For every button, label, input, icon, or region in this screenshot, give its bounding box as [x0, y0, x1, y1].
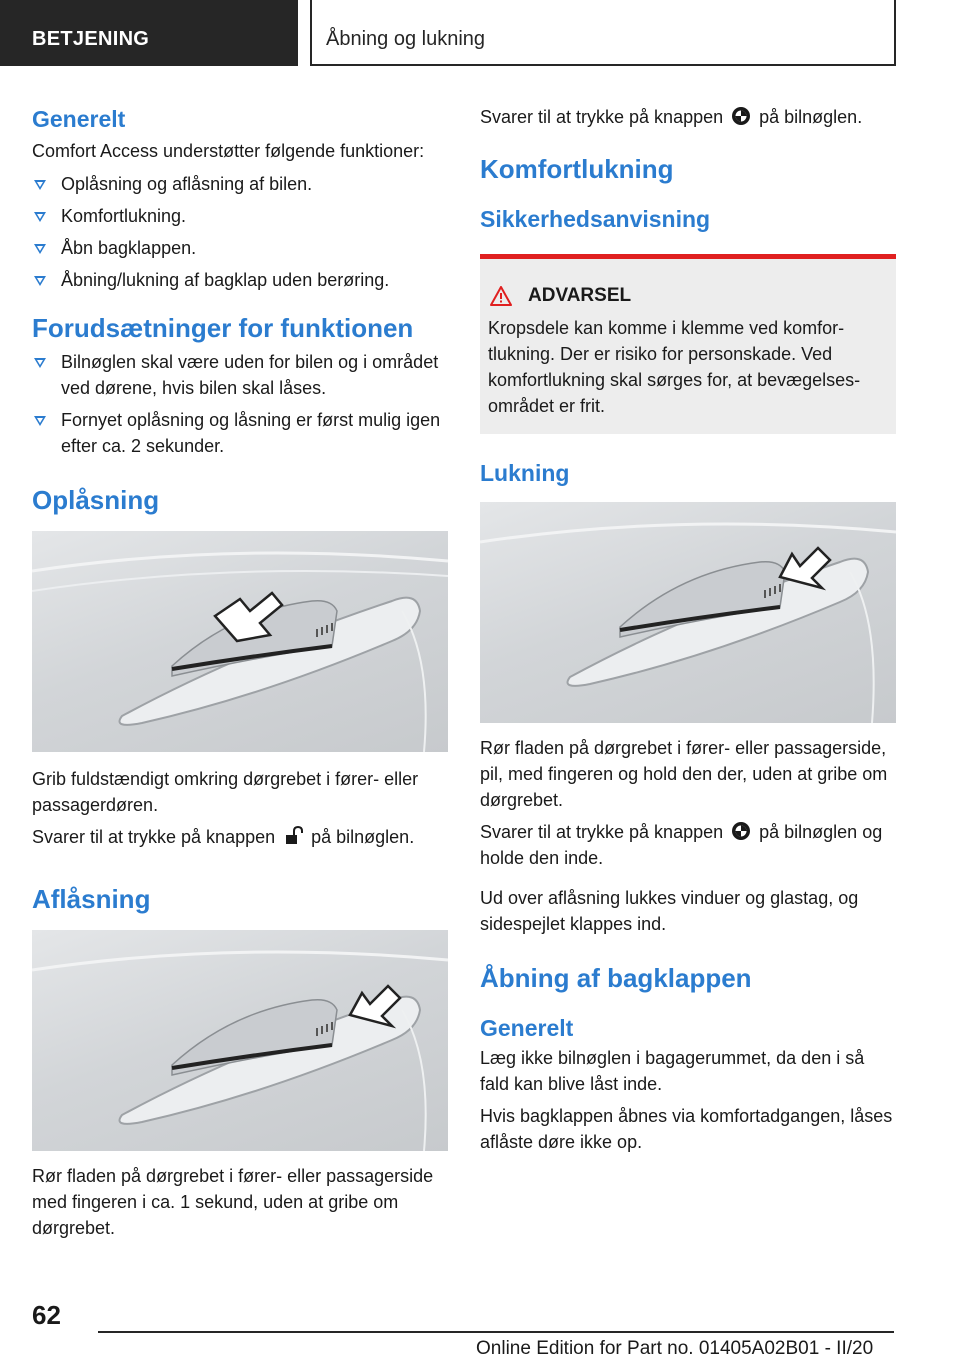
page-header [0, 0, 960, 66]
right-column [480, 100, 896, 1155]
list-item: Oplåsning og aflåsning af bilen. [32, 171, 448, 197]
generelt-heading: Generelt [32, 106, 126, 132]
warning-box [480, 254, 896, 434]
warning-text: Kropsdele kan komme i klemme ved komfortlukning. Der er risiko for personskade. Ved komfortlukning skal sørges for, at bevægelsesområdet er frit. [488, 318, 861, 416]
triangle-bullet-icon [34, 212, 46, 222]
warning-triangle-icon [490, 286, 512, 306]
door-handle-unlock-image [32, 531, 448, 752]
list-item: Åbn bagklappen. [32, 235, 448, 261]
aflaasning-text: Rør fladen på dørgrebet i fører- eller passagerside med fingeren i ca. 1 sekund, uden at gribe om dørgrebet. [32, 1166, 434, 1238]
chapter-title: Åbning og lukning [310, 0, 896, 66]
lukning-key-text: Svarer til at trykke på knappen på bilnøglen og holde den inde. [480, 822, 883, 868]
door-handle-close-image [480, 502, 896, 723]
sikkerhed-heading: Sikkerhedsanvisning [480, 206, 711, 232]
list-item: Bilnøglen skal være uden for bilen og i området ved dørene, hvis bilen skal låses. [32, 349, 448, 401]
lukning-heading: Lukning [480, 460, 570, 486]
unlock-icon [283, 826, 303, 846]
triangle-bullet-icon [34, 358, 46, 368]
left-column [32, 100, 448, 1241]
lukning-text: Rør fladen på dørgrebet i fører- eller passagerside, pil, med fingeren og hold den der, uden at gribe om dørgrebet. [480, 738, 888, 810]
komfortlukning-heading: Komfortlukning [480, 154, 674, 184]
generelt-intro: Comfort Access understøtter følgende funktioner: [32, 141, 425, 161]
list-item: Åbning/lukning af bagklap uden berøring. [32, 267, 448, 293]
forudsaetninger-heading: Forudsætninger for funktionen [32, 313, 414, 343]
page-number: 62 [32, 1300, 61, 1330]
oplaasning-key-text: Svarer til at trykke på knappen på bilnøglen. [32, 827, 415, 847]
bmw-logo-icon [731, 106, 751, 126]
forudsaetninger-list [32, 349, 448, 459]
triangle-bullet-icon [34, 180, 46, 190]
lukning-extra-text: Ud over aflåsning lukkes vinduer og glastag, og sidespejlet klappes ind. [480, 888, 859, 934]
oplaasning-text: Grib fuldstændigt omkring dørgrebet i fører- eller passagerdøren. [32, 769, 419, 815]
generelt-list [32, 171, 448, 293]
list-item: Fornyet oplåsning og låsning er først mulig igen efter ca. 2 sekunder. [32, 407, 448, 459]
bagklap-text2: Hvis bagklappen åbnes via komfortadgangen, låses aflåste døre ikke op. [480, 1106, 893, 1152]
bagklap-text1: Læg ikke bilnøglen i bagagerummet, da den i så fald kan blive låst inde. [480, 1048, 865, 1094]
section-title: BETJENING [0, 0, 298, 66]
list-item: Komfortlukning. [32, 203, 448, 229]
oplaasning-heading: Oplåsning [32, 485, 160, 515]
bagklap-heading: Åbning af bagklappen [480, 963, 752, 993]
aflaasning-heading: Aflåsning [32, 884, 151, 914]
triangle-bullet-icon [34, 416, 46, 426]
edition-text: Online Edition for Part no. 01405A02B01 - II/20 [476, 1338, 874, 1359]
bagklap-generelt-heading: Generelt [480, 1015, 574, 1041]
warning-title: ADVARSEL [528, 285, 632, 306]
triangle-bullet-icon [34, 244, 46, 254]
footer-divider [98, 1331, 894, 1333]
triangle-bullet-icon [34, 276, 46, 286]
door-handle-lock-image [32, 930, 448, 1151]
top-key-text: Svarer til at trykke på knappen på bilnøglen. [480, 107, 863, 127]
bmw-logo-icon [731, 821, 751, 841]
